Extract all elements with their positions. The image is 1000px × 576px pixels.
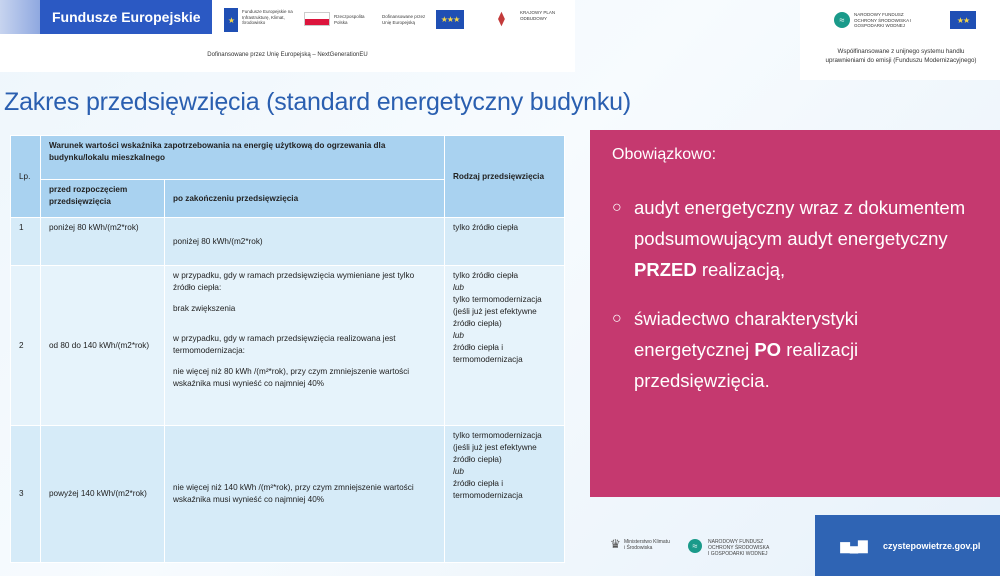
cell-before: od 80 do 140 kWh/(m2*rok): [41, 266, 165, 426]
after-text-4: nie więcej niż 80 kWh /(m²*rok), przy czym zmniejszenie wartości wskaźnika musi wynieść co najmniej 40%: [173, 367, 410, 388]
requirement-item: [612, 303, 978, 396]
cell-lp: 2: [11, 266, 41, 426]
bullet-circle-icon: ○: [612, 199, 622, 216]
eu-flag-icon: ★: [224, 8, 238, 32]
fundusze-europejskie-badge: Fundusze Europejskie: [0, 0, 212, 34]
after-text-1: w przypadku, gdy w ramach przedsięwzięcia wymieniane jest tylko źródło ciepła:: [173, 271, 415, 292]
page-title: Zakres przedsięwzięcia (standard energetyczny budynku): [4, 88, 632, 116]
eu-flag-icon: ★★: [950, 11, 976, 29]
eu-flag-icon: ★★★: [436, 10, 464, 29]
energy-standard-table: [10, 135, 565, 563]
after-text-2: brak zwiększenia: [173, 304, 236, 313]
fe-infrastructure-logo: Fundusze Europejskie na Infrastrukturę, Klimat, Środowisko: [242, 9, 293, 25]
czyste-powietrze-link[interactable]: [815, 515, 1000, 576]
poland-logo-text: Rzeczpospolita Polska: [334, 14, 365, 25]
cell-lp: 1: [11, 218, 41, 266]
right-caption-line-2: uprawnieniami do emisji (Funduszu Modernizacyjnego): [825, 57, 977, 64]
type-text-3: źródło ciepła i termomodernizacja: [453, 479, 523, 500]
requirement-text: świadectwo charakterystyki energetycznej PO realizacji przedsięwzięcia.: [634, 308, 859, 391]
cell-before: poniżej 80 kWh/(m2*rok): [41, 218, 165, 266]
eu-funded-logo-text: Dofinansowane przez Unię Europejską: [382, 14, 426, 25]
cell-type: tylko źródło ciepła: [445, 218, 565, 266]
nfos-logo-text: NARODOWY FUNDUSZ OCHRONY ŚRODOWISKA I GOSPODARKI WODNEJ: [854, 12, 912, 28]
mandatory-requirements-box: [590, 130, 1000, 497]
type-text-5: źródło ciepła i termomodernizacja: [453, 343, 523, 364]
nfos-footer-text: NARODOWY FUNDUSZ OCHRONY ŚRODOWISKA I GOSPODARKI WODNEJ: [708, 539, 770, 557]
type-text-1: tylko termomodernizacja (jeśli już jest efektywne źródło ciepła): [453, 431, 542, 464]
cell-before: powyżej 140 kWh/(m2*rok): [41, 426, 165, 563]
type-text-3: tylko termomodernizacja (jeśli już jest efektywne źródło ciepła): [453, 295, 542, 328]
requirement-text: audyt energetyczny wraz z dokumentem podsumowującym audyt energetyczny PRZED realizacją,: [634, 197, 966, 280]
emphasis-after: PO: [754, 339, 782, 360]
table-header-row: [11, 136, 565, 180]
kpo-logo-text: KRAJOWY PLAN ODBUDOWY: [520, 10, 556, 21]
table-row: [11, 266, 565, 426]
table-row: [11, 426, 565, 563]
header-before: przed rozpoczęciem przedsięwzięcia: [41, 180, 165, 218]
cell-after: nie więcej niż 140 kWh /(m²*rok), przy czym zmniejszenie wartości wskaźnika musi wynieść co najmniej 40%: [165, 426, 445, 563]
funding-caption: Dofinansowane przez Unię Europejską – NextGenerationEU: [207, 52, 368, 58]
nfos-logo-icon: ≈: [688, 539, 702, 553]
cell-type: [445, 426, 565, 563]
ministry-logo-text: Ministerstwo Klimatu i Środowiska: [624, 539, 670, 551]
cell-after: [165, 266, 445, 426]
header-type: Rodzaj przedsięwzięcia: [445, 136, 565, 218]
after-text-3: w przypadku, gdy w ramach przedsięwzięcia realizowana jest termomodernizacja:: [173, 334, 396, 355]
footer-logos: [610, 527, 786, 567]
city-skyline-icon: ▆▄▇: [840, 538, 868, 553]
table-row: [11, 218, 565, 266]
type-text-1: tylko źródło ciepła: [453, 271, 519, 280]
cell-after: poniżej 80 kWh/(m2*rok): [165, 218, 445, 266]
type-text-2: lub: [453, 283, 464, 292]
type-text-2: lub: [453, 467, 464, 476]
header-condition: Warunek wartości wskaźnika zapotrzebowania na energię użytkową do ogrzewania dla budynku/lokalu mieszkalnego: [41, 136, 445, 180]
right-caption-line-1: Współfinansowane z unijnego systemu handlu: [837, 48, 965, 55]
mandatory-title: Obowiązkowo:: [612, 146, 717, 163]
eagle-emblem-icon: ♛: [610, 537, 621, 551]
header-lp: Lp.: [11, 136, 41, 218]
kpo-logo-icon: ⧫: [498, 10, 505, 26]
site-url: czystepowietrze.gov.pl: [883, 540, 981, 551]
requirement-item: [612, 192, 978, 285]
nfos-logo-icon: ≈: [834, 12, 850, 28]
nfos-header-box: [800, 0, 1000, 80]
bullet-circle-icon: ○: [612, 310, 622, 327]
type-text-4: lub: [453, 331, 464, 340]
header-after: po zakończeniu przedsięwzięcia: [165, 180, 445, 218]
modernisation-fund-caption: [802, 47, 1000, 65]
emphasis-before: PRZED: [634, 259, 697, 280]
header-logo-bar: [0, 0, 575, 72]
cell-type: [445, 266, 565, 426]
poland-flag-icon: [304, 12, 330, 26]
cell-lp: 3: [11, 426, 41, 563]
